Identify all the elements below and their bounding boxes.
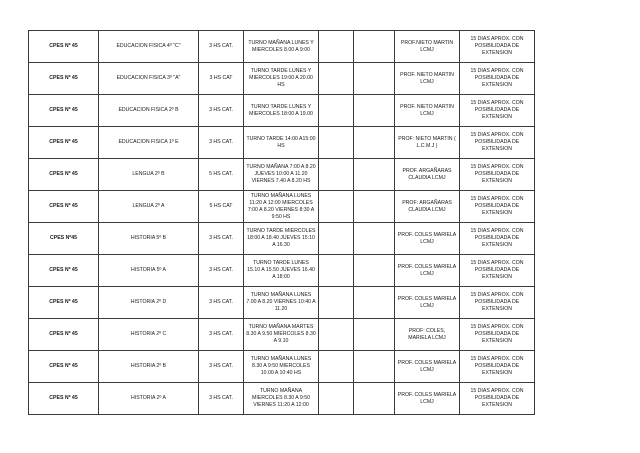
period-cell: 15 DIAS APROX. CON POSIBILIDADA DE EXTENSION (460, 191, 535, 223)
cpes-cell: CPES Nº 45 (29, 191, 99, 223)
schedule-rows (29, 31, 535, 415)
schedule-cell: TURNO MAÑANA MIERCOLES 8.30 A 9:50 VIERNES 11:20 A 12:00 (244, 383, 319, 415)
blank-cell (319, 31, 354, 63)
period-cell: 15 DIAS APROX. CON POSIBILIDADA DE EXTENSION (460, 63, 535, 95)
cpes-cell: CPES Nº 45 (29, 31, 99, 63)
subject-cell: EDUCACION FISICA 4º "C" (99, 31, 199, 63)
period-cell: 15 DIAS APROX. CON POSIBILIDADA DE EXTENSION (460, 159, 535, 191)
subject-cell: HISTORIA 2º B (99, 351, 199, 383)
blank-cell (354, 191, 395, 223)
cpes-cell: CPES Nº 45 (29, 383, 99, 415)
blank-cell (319, 319, 354, 351)
subject-cell: HISTORIA 2º A (99, 383, 199, 415)
hours-cell: 3 HS CAT. (199, 351, 244, 383)
schedule-table (28, 30, 535, 415)
subject-cell: EDUCACION FISICA 1º E (99, 127, 199, 159)
period-cell: 15 DIAS APROX. CON POSIBILIDADA DE EXTENSION (460, 287, 535, 319)
cpes-cell: CPES Nº 45 (29, 319, 99, 351)
blank-cell (319, 95, 354, 127)
blank-cell (354, 383, 395, 415)
blank-cell (319, 255, 354, 287)
schedule-cell: TURNO TARDE LUNES Y MIERCOLES 18:00 A 19.00 (244, 95, 319, 127)
subject-cell: EDUCACION FISICA 3º "A" (99, 63, 199, 95)
hours-cell: 3 HS CAT. (199, 383, 244, 415)
schedule-cell: TURNO TARDE LUNES Y MIERCOLES 19:00 A 20.00 HS (244, 63, 319, 95)
cpes-cell: CPES Nº 45 (29, 95, 99, 127)
period-cell: 15 DIAS APROX. CON POSIBILIDADA DE EXTENSION (460, 255, 535, 287)
table-row (29, 319, 535, 351)
teacher-cell: PROF. COLES MARIELA LCMJ (395, 351, 460, 383)
blank-cell (354, 223, 395, 255)
blank-cell (354, 127, 395, 159)
blank-cell (354, 95, 395, 127)
subject-cell: HISTORIA 5º B (99, 223, 199, 255)
hours-cell: 3 HS CAT. (199, 127, 244, 159)
teacher-cell: PROF. ARGAÑARAS CLAUDIA LCMJ (395, 159, 460, 191)
period-cell: 15 DIAS APROX. CON POSIBILIDADA DE EXTENSION (460, 319, 535, 351)
teacher-cell: PROF. NIETO MARTIN LCMJ (395, 63, 460, 95)
table-row (29, 351, 535, 383)
teacher-cell: PROF: ARGAÑARAS CLAUDIA LCMJ (395, 191, 460, 223)
teacher-cell: PROF.NIETO MARTIN LCMJ (395, 31, 460, 63)
table-row (29, 127, 535, 159)
schedule-cell: TURNO MAÑANA LUNES Y MIERCOLES 8.00 A 9:00 (244, 31, 319, 63)
period-cell: 15 DIAS APROX. CON POSIBILIDADA DE EXTENSION (460, 127, 535, 159)
schedule-cell: TURNO TARDE LUNES 15.10 A 15.50 JUEVES 16.40 A 18:00 (244, 255, 319, 287)
blank-cell (354, 255, 395, 287)
hours-cell: 5 HS CAT (199, 191, 244, 223)
period-cell: 15 DIAS APROX. CON POSIBILIDADA DE EXTENSION (460, 351, 535, 383)
cpes-cell: CPES Nº 45 (29, 159, 99, 191)
table-row (29, 63, 535, 95)
blank-cell (319, 351, 354, 383)
hours-cell: 3 HS CAT. (199, 95, 244, 127)
table-row (29, 223, 535, 255)
period-cell: 15 DIAS APROX. CON POSIBILIDADA DE EXTENSION (460, 383, 535, 415)
subject-cell: HISTORIA 5º A (99, 255, 199, 287)
table-row (29, 31, 535, 63)
cpes-cell: CPES Nº 45 (29, 255, 99, 287)
schedule-cell: TURNO MAÑANA LUNES 7.00 A 8.20 VIERNES 10:40 A 11.20 (244, 287, 319, 319)
blank-cell (319, 63, 354, 95)
teacher-cell: PROF. COLES MARIELA LCMJ (395, 223, 460, 255)
cpes-cell: CPES Nº 45 (29, 63, 99, 95)
table-row (29, 159, 535, 191)
table-row (29, 383, 535, 415)
hours-cell: 3 HS CAT (199, 63, 244, 95)
hours-cell: 3 HS CAT. (199, 255, 244, 287)
blank-cell (319, 287, 354, 319)
period-cell: 15 DIAS APROX. CON POSIBILIDADA DE EXTENSION (460, 95, 535, 127)
schedule-cell: TURNO MAÑANA LUNES 11:20 A 12:00 MIERCOLES 7:00 A 8.20 VIERNES 8:30 A 9:50 HS (244, 191, 319, 223)
hours-cell: 3 HS CAT. (199, 223, 244, 255)
cpes-cell: CPES Nº 45 (29, 351, 99, 383)
hours-cell: 3 HS CAT. (199, 31, 244, 63)
teacher-cell: PROF: COLES, MARIELA LCMJ (395, 319, 460, 351)
table-row (29, 191, 535, 223)
blank-cell (319, 127, 354, 159)
blank-cell (354, 319, 395, 351)
hours-cell: 3 HS CAT. (199, 319, 244, 351)
blank-cell (354, 287, 395, 319)
subject-cell: HISTORIA 2º D (99, 287, 199, 319)
teacher-cell: PROF: NIETO MARTIN ( L.C.M.J ) (395, 127, 460, 159)
teacher-cell: PROF. COLES MARIELA LCMJ (395, 383, 460, 415)
schedule-cell: TURNO TARDE MIERCOLES 18:00 A 18.40 JUEVES 15:10 A 16.30 (244, 223, 319, 255)
teacher-cell: PROF. COLES MARIELA LCMJ (395, 255, 460, 287)
blank-cell (354, 351, 395, 383)
hours-cell: 5 HS CAT. (199, 159, 244, 191)
table-row (29, 95, 535, 127)
schedule-cell: TURNO MAÑANA 7:00 A 8.20 JUEVES 10:00 A 11.20 VIERNES 7.40 A 8.20 HS (244, 159, 319, 191)
table-row (29, 255, 535, 287)
hours-cell: 3 HS CAT. (199, 287, 244, 319)
cpes-cell: CPES Nº45 (29, 223, 99, 255)
schedule-cell: TURNO MAÑANA MARTES 8.30 A 9.50 MIERCOLES 8.30 A 9.10 (244, 319, 319, 351)
period-cell: 15 DIAS APROX. CON POSIBILIDADA DE EXTENSION (460, 223, 535, 255)
blank-cell (319, 159, 354, 191)
blank-cell (354, 63, 395, 95)
subject-cell: LENGUA 2º B (99, 159, 199, 191)
teacher-cell: PROF. COLES MARIELA LCMJ (395, 287, 460, 319)
subject-cell: EDUCACION FISICA 2º B (99, 95, 199, 127)
table-row (29, 287, 535, 319)
period-cell: 15 DIAS APROX. CON POSIBILIDADA DE EXTENSION (460, 31, 535, 63)
schedule-cell: TURNO TARDE 14:00 A15:00 HS (244, 127, 319, 159)
blank-cell (319, 223, 354, 255)
blank-cell (354, 31, 395, 63)
subject-cell: HISTORIA 2º C (99, 319, 199, 351)
blank-cell (354, 159, 395, 191)
blank-cell (319, 191, 354, 223)
cpes-cell: CPES Nº 45 (29, 127, 99, 159)
subject-cell: LENGUA 2º A (99, 191, 199, 223)
schedule-cell: TURNO MAÑANA LUNES 8.30 A 9:50 MIERCOLES 10.00 A 10:40 HS (244, 351, 319, 383)
cpes-cell: CPES Nº 45 (29, 287, 99, 319)
teacher-cell: PROF. NIETO MARTIN LCMJ (395, 95, 460, 127)
blank-cell (319, 383, 354, 415)
